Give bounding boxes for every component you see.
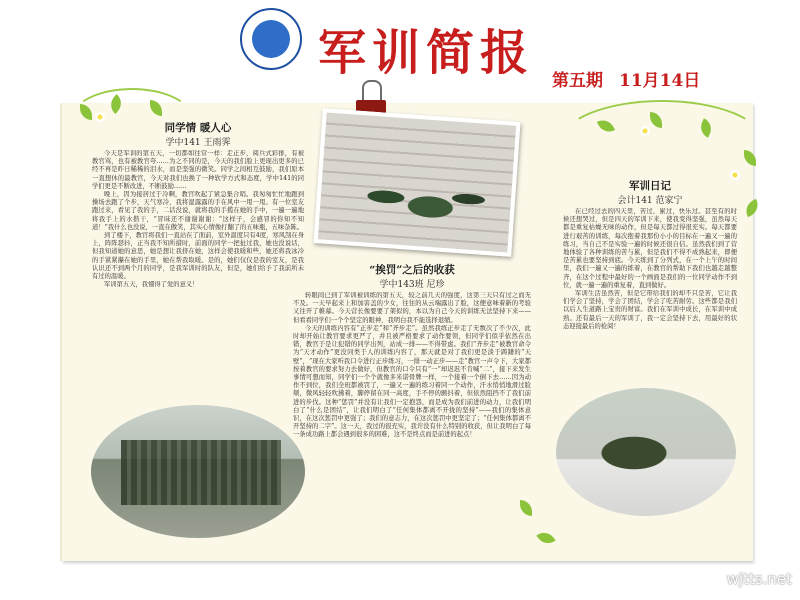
seal-emblem [252, 20, 290, 58]
photo-marching-troops [91, 405, 305, 538]
issue-info [552, 66, 700, 91]
school-seal-icon [240, 8, 302, 70]
article-paragraph: 在已经过去的四天里，苦过，累过，快乐过。甚至有的时候还想哭过，但是四天的军训下来，使我变得坚强，虽然每天都是重复枯燥无味的动作，但是每天都过得很充实。每天都要进行艰苦的训练，每次抱着我那份小小的目标在一遍又一遍的练习，当自己不是实验一遍的时候还很自信。虽然我们到了营地体验了各种训练的苦与累，但是我们不得不成熟起来，即便是苦累也要坚持到底。今天练到了分列式，在一个上午的时间里，我们一遍又一遍的练着，在教官的帮助下我们也越走越整齐，在这个过程中最好的一个画面是我们的一位同学动作不到位，就一遍一遍的重复着，直到做好。 [563, 208, 737, 289]
article-byline: 会计141 范家宁 [617, 196, 683, 206]
article-right [563, 178, 737, 331]
article-paragraph: 军训生活虽然苦，但是它带给我们的却不只是苦，它让我们学会了坚持，学会了团结，学会了吃苦耐劳。这些都是我们以后人生道路上宝贵的财富。我们在军训中成长，在军训中成熟。还有最后一天的军训了，我一定会坚持下去，用最好的状态迎接最后的检阅！ [563, 290, 737, 330]
article-middle [293, 262, 531, 440]
site-watermark: wjtts.net [726, 570, 792, 588]
article-byline: 学中141 王雨霁 [165, 138, 231, 148]
issue-number: 第五期 [552, 71, 603, 91]
article-paragraph: 晚上，因为接居过于冷啊，教官吹起了紧急集合哨。我匆匆忙忙地跑到操场去跑了个步，天气寒冷，我将湿露露的手在风中一甩一甩。有一位室友跑过来，看见了我的手，二话没说，就将我的手揽在她的手中，一遍一遍地将我手上的水揩干，“冒昧还不谢谢谢谢：“这样子，会感冒的你知不知道！”我什么也没说，一直在傲笑，其实心情像打翻了的五味瓶，五味杂陈。 [92, 191, 304, 231]
page-title: 军训简报 [318, 25, 535, 81]
article-title: “挨罚”之后的收获 [369, 264, 455, 276]
article-title: 军训日记 [629, 180, 671, 192]
article-paragraph: 到了楼下，教官将我们一直站在了面前，室外温度只有4度，寒风刮在身上，阵阵瑟抖，正当我不知所措时，前面的同学一把扯过我，她也没说话，但我知道她的意思，她是想让我挤在她，这样会使我暖和些，她还将我冰冷的手紧紧攥在她的手里，她在帮我取暖。是的，她们仅仅是我的室友，是我认识还不到两个月的同学，是我军训时的队友，但是，她们给予了我前所未有过的温暖。 [92, 232, 304, 281]
article-byline: 学中143班 尼珍 [379, 280, 445, 290]
article-paragraph: 军训第五天，我懂得了爱的意义！ [104, 281, 199, 289]
article-paragraph: 转眼间已到了军训被训练的第五天，较之前几天的强度，这第三天只有过之而无不及。一天早起来上和加害盖的少女，往往的从云端露出了脸，这便意味着新的考验又往开了帷幕。今天营长像要要了架似的，本以为自己今天的训练无法坚持下来——但看看同学们一个个坚定的眼神，我明白我不能选择退缩。 [293, 292, 531, 324]
article-title: 同学情 暖人心 [164, 122, 232, 134]
issue-date: 11月14日 [619, 71, 701, 91]
article-left [92, 120, 304, 289]
flower-icon [640, 126, 650, 136]
photo-student-training [556, 388, 736, 516]
article-paragraph: 今天的训练内容有“正步走”和“齐步走”。虽然我练正步走了无数次了不少次，此时却开始让教官要求更严了，并且被严格要求了动作要领，但同学们似乎依然在出错，教官于是让犯错的同学出列，站成一排——不得带虑。我们“齐步走”被教官命令为“天才动作”更没同类于人的训练内容了，那天就是对了我们更是淡于踌躇的“天壁”，“现在大家听我口令进行正步练习，一排一动正步——走”教官一声令下，大家都按着教官的要求努力去做好，但教官的口令只有“一”却迟迟不肯喊“二”，接下来发生事情可想而知，同学们一个个就像多米诺骨牌一样，一个接着一个倒下去……因为动作不到位，我们全班都被罚了，一遍又一遍的练习着同一个动作，汗水悄悄地滑过脸颊，微风轻轻吹拂着，脚停留在同一高度，手不停的颤抖着，但依然阻挡不了我们前进的步伐。这种“惩罚”并没有让我们一定抱怨，而是成为我们前进的动力，让我们明白了“什么是团结”，让我们明白了“任何集体都离不开拢的坚持”——我们的集体意识，在这次惩罚中更强了；我们的意志力，在这次惩罚中更坚定了；“任何集体都离不开坚持的二字”。这一天，我过的很充实，我许没有什么特别的收获，但让我明白了每一条成功路上都会遇到很多的困难，这不是终点而是前进的起点！ [293, 324, 531, 439]
article-paragraph: 今天是军训的第五天，一切都如往常一样：走正步，阅兵式彩排，有被教官骂，也有被教官夸……为之不同的是，今天的我们脸上更现出更多的已经不再是昨日稀稀的泪水，而是坚强的微笑。同学之间相互鼓励，我们原本一直想休的最教官，今天对我们也换了一种软学方式和态度，学中141的同学们更是不断改进，不断鼓励…… [92, 150, 304, 190]
photo-group-on-steps [314, 108, 521, 256]
